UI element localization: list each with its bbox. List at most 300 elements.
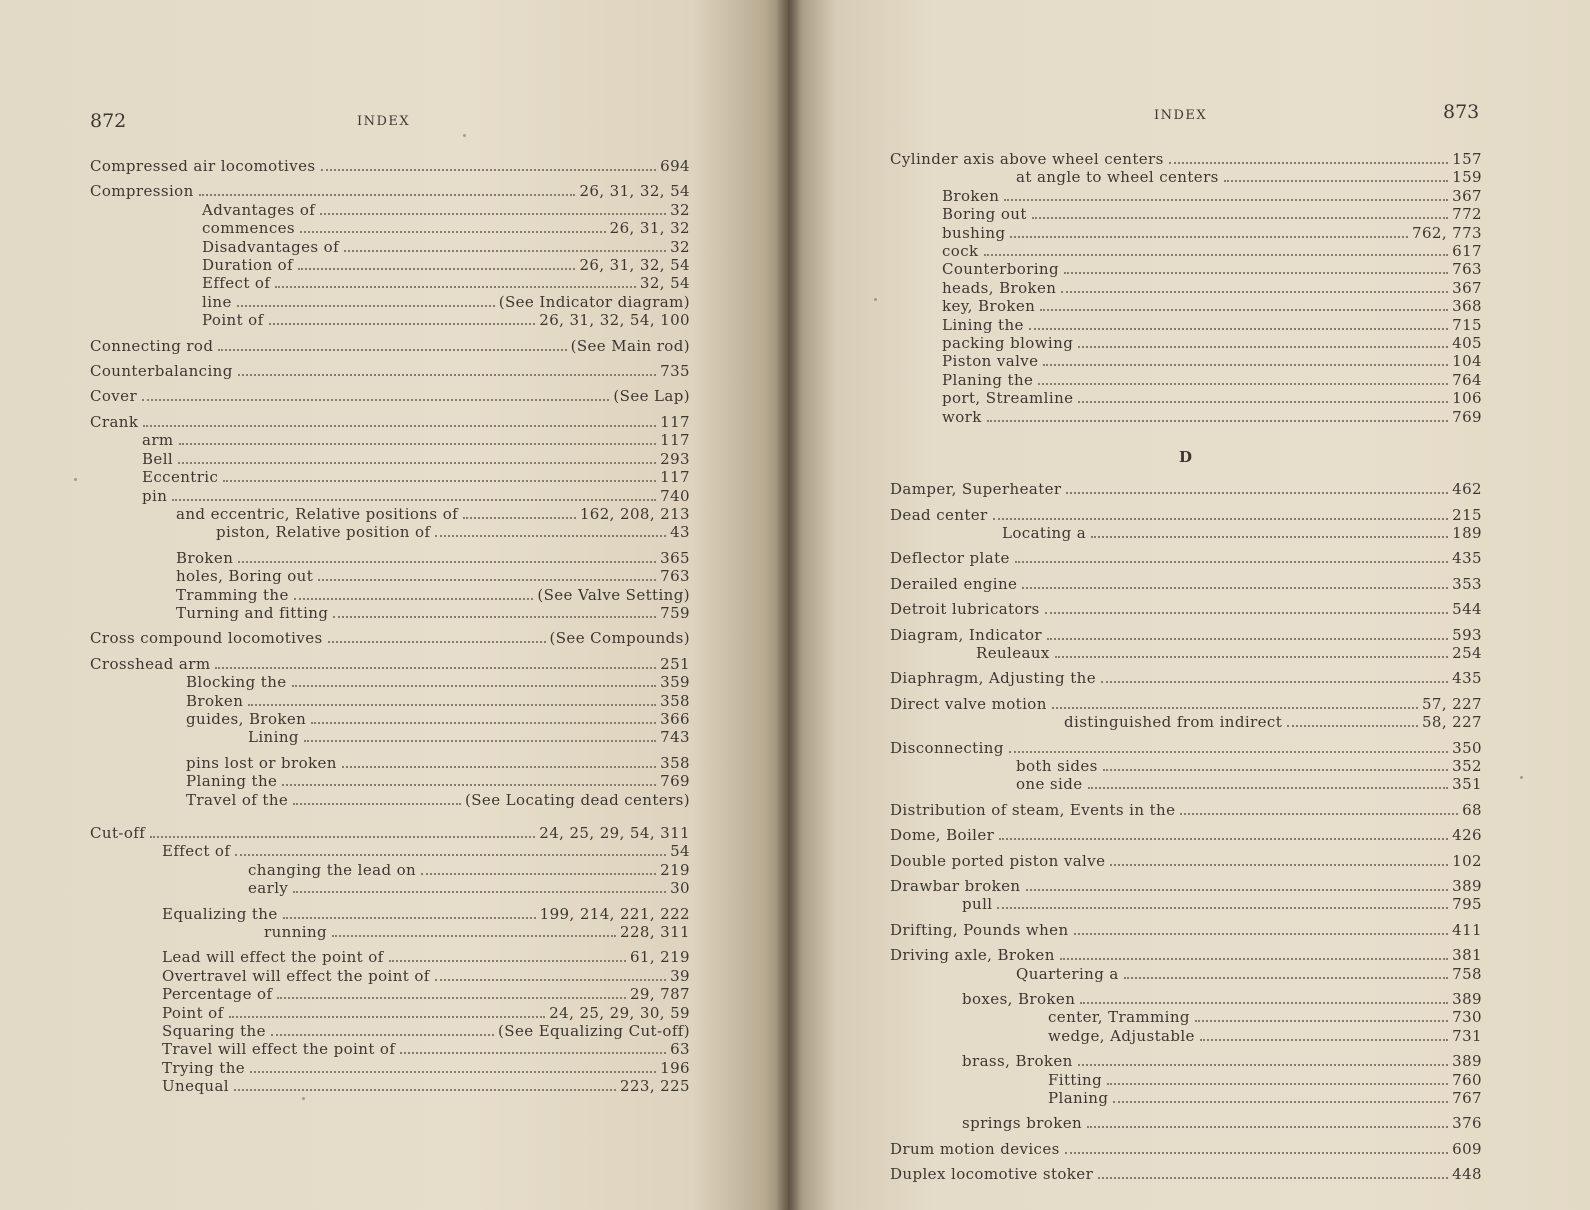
entry-pages: 117 xyxy=(660,412,690,431)
dot-leader xyxy=(1055,644,1448,658)
entry-pages: 117 xyxy=(660,468,690,487)
index-entry xyxy=(90,1059,690,1077)
entry-pages: 43 xyxy=(670,523,690,542)
entry-label: Drawbar broken xyxy=(890,877,1021,895)
running-head: INDEX xyxy=(357,114,411,129)
entry-pages: 58, 227 xyxy=(1421,713,1482,732)
entry-pages: 24, 25, 29, 54, 311 xyxy=(539,824,690,842)
entry-label: Quartering a xyxy=(1016,964,1119,983)
entry-pages: 376 xyxy=(1452,1114,1482,1133)
entry-label: both sides xyxy=(1016,756,1098,775)
index-entry xyxy=(890,205,1482,223)
entries-c-group xyxy=(890,150,1482,426)
dot-leader xyxy=(179,431,657,445)
dot-leader xyxy=(300,219,606,233)
entry-label: and eccentric, Relative positions of xyxy=(176,504,459,523)
index-entry xyxy=(90,256,690,274)
dot-leader xyxy=(344,238,666,252)
index-entry xyxy=(890,352,1482,370)
entry-pages: (See Compounds) xyxy=(549,629,690,648)
entry-pages: 54 xyxy=(670,842,690,861)
entry-label: Distribution of steam, Events in the xyxy=(890,800,1176,819)
left-page xyxy=(0,0,788,1210)
page-speck xyxy=(302,1097,305,1100)
entry-pages: 367 xyxy=(1452,186,1482,205)
entry-pages: 389 xyxy=(1452,877,1482,895)
running-head: INDEX xyxy=(1154,108,1208,123)
entry-pages: 351 xyxy=(1452,775,1482,794)
entry-pages: 435 xyxy=(1452,669,1482,688)
entry-label: work xyxy=(942,407,982,426)
entry-pages: 762, 773 xyxy=(1412,223,1482,242)
entry-label: Trying the xyxy=(162,1058,246,1077)
entry-label: Overtravel will effect the point of xyxy=(162,966,430,985)
entry-label: pull xyxy=(962,895,993,914)
index-entry xyxy=(890,1089,1482,1107)
entry-pages: 32 xyxy=(670,200,690,219)
dot-leader xyxy=(1107,1071,1448,1085)
entry-pages: 462 xyxy=(1452,480,1482,499)
entry-label: Connecting rod xyxy=(90,336,214,355)
index-entry xyxy=(90,967,690,985)
dot-leader xyxy=(1065,1140,1448,1154)
index-entry xyxy=(890,524,1482,542)
entry-label: Percentage of xyxy=(162,985,273,1004)
dot-leader xyxy=(1103,757,1448,771)
index-entry xyxy=(890,1165,1482,1183)
entry-label: Dead center xyxy=(890,505,988,524)
index-entry xyxy=(90,201,690,219)
dot-leader xyxy=(999,826,1448,840)
dot-leader xyxy=(320,201,666,215)
entry-label: Unequal xyxy=(162,1077,229,1096)
entry-label: Double ported piston valve xyxy=(890,851,1106,870)
index-entry xyxy=(90,413,690,431)
entry-pages: 358 xyxy=(660,753,690,772)
entry-pages: 694 xyxy=(660,157,690,175)
index-entry xyxy=(890,921,1482,939)
entry-pages: 763 xyxy=(1452,260,1482,279)
dot-leader xyxy=(435,967,666,981)
dot-leader xyxy=(321,157,657,171)
entry-label: pins lost or broken xyxy=(186,753,337,772)
index-entry xyxy=(90,293,690,311)
entry-pages: 405 xyxy=(1452,334,1482,353)
entry-label: center, Tramming xyxy=(1048,1008,1190,1027)
entry-pages: 764 xyxy=(1452,370,1482,389)
entry-pages: 350 xyxy=(1452,738,1482,757)
dot-leader xyxy=(142,387,609,401)
index-entry xyxy=(890,895,1482,913)
entry-label: Driving axle, Broken xyxy=(890,946,1055,965)
dot-leader xyxy=(293,879,666,893)
dot-leader xyxy=(229,1004,546,1018)
index-entry xyxy=(90,879,690,897)
dot-leader xyxy=(275,274,636,288)
index-entry xyxy=(890,1114,1482,1132)
index-entry xyxy=(890,600,1482,618)
entry-label: running xyxy=(264,923,328,942)
index-entry xyxy=(890,187,1482,205)
entry-pages: 68 xyxy=(1462,800,1482,819)
entry-label: Counterbalancing xyxy=(90,362,233,381)
dot-leader xyxy=(389,948,626,962)
index-entry xyxy=(90,567,690,585)
entry-label: Disadvantages of xyxy=(202,237,340,256)
entry-label: bushing xyxy=(942,223,1006,242)
entry-label: Equalizing the xyxy=(162,904,278,923)
dot-leader xyxy=(1091,524,1448,538)
dot-leader xyxy=(1038,371,1448,385)
index-entry xyxy=(90,431,690,449)
index-entry xyxy=(90,923,690,941)
index-entry xyxy=(90,861,690,879)
right-page xyxy=(788,0,1590,1210)
index-entry xyxy=(90,362,690,380)
dot-leader xyxy=(1066,480,1448,494)
index-entry xyxy=(90,791,690,809)
dot-leader xyxy=(1026,877,1449,891)
entry-label: Effect of xyxy=(202,274,271,293)
index-entry xyxy=(890,279,1482,297)
section-letter: D xyxy=(1178,448,1193,467)
entry-pages: 30 xyxy=(670,879,690,898)
dot-leader xyxy=(1113,1089,1448,1103)
entry-pages: (See Lap) xyxy=(613,387,690,406)
index-entry xyxy=(90,586,690,604)
entry-label: Broken xyxy=(186,691,244,710)
entry-label: Lining the xyxy=(942,315,1024,334)
entry-pages: 389 xyxy=(1452,990,1482,1009)
entry-pages: (See Valve Setting) xyxy=(537,585,690,604)
entry-label: Crank xyxy=(90,412,139,431)
index-entry xyxy=(890,297,1482,315)
entry-label: Locating a xyxy=(1002,523,1087,542)
index-entry xyxy=(90,948,690,966)
index-entry xyxy=(890,877,1482,895)
entry-pages: 617 xyxy=(1452,242,1482,261)
dot-leader xyxy=(304,728,656,742)
dot-leader xyxy=(1078,334,1448,348)
entry-pages: 359 xyxy=(660,673,690,692)
entry-pages: 26, 31, 32 xyxy=(609,219,690,238)
entry-label: packing blowing xyxy=(942,334,1074,353)
entry-pages: 26, 31, 32, 54, 100 xyxy=(539,311,690,330)
dot-leader xyxy=(328,629,546,643)
dot-leader xyxy=(282,772,656,786)
entry-label: Duration of xyxy=(202,256,294,275)
dot-leader xyxy=(1060,946,1448,960)
entry-pages: 293 xyxy=(660,449,690,468)
index-entry xyxy=(90,985,690,1003)
entry-pages: 26, 31, 32, 54 xyxy=(579,182,690,201)
entry-pages: 159 xyxy=(1452,168,1482,187)
index-entry xyxy=(90,337,690,355)
index-entry xyxy=(890,1052,1482,1070)
entry-label: Fitting xyxy=(1048,1070,1103,1089)
entry-label: pin xyxy=(142,486,168,505)
entry-pages: 358 xyxy=(660,691,690,710)
entry-label: Advantages of xyxy=(202,200,316,219)
dot-leader xyxy=(250,1059,656,1073)
index-entry xyxy=(90,238,690,256)
dot-leader xyxy=(1015,549,1448,563)
entry-pages: 758 xyxy=(1452,964,1482,983)
entry-pages: 199, 214, 221, 222 xyxy=(539,904,690,923)
index-entry xyxy=(90,692,690,710)
index-entry xyxy=(890,826,1482,844)
entry-label: wedge, Adjustable xyxy=(1048,1026,1195,1045)
dot-leader xyxy=(283,905,536,919)
index-entry xyxy=(890,506,1482,524)
entry-label: Crosshead arm xyxy=(90,654,211,673)
entry-label: Lead will effect the point of xyxy=(162,948,384,967)
index-entry xyxy=(890,775,1482,793)
entry-label: Drifting, Pounds when xyxy=(890,920,1069,939)
dot-leader xyxy=(294,586,534,600)
index-entry xyxy=(890,852,1482,870)
dot-leader xyxy=(1110,852,1448,866)
page-number: 872 xyxy=(90,110,127,132)
dot-leader xyxy=(984,242,1449,256)
dot-leader xyxy=(237,293,495,307)
dot-leader xyxy=(1040,297,1448,311)
entry-label: Derailed engine xyxy=(890,574,1018,593)
entry-label: Effect of xyxy=(162,842,231,861)
entry-pages: 772 xyxy=(1452,205,1482,224)
entry-label: guides, Broken xyxy=(186,709,307,728)
index-entry xyxy=(890,626,1482,644)
dot-leader xyxy=(435,523,666,537)
index-entry xyxy=(890,408,1482,426)
index-entry xyxy=(90,772,690,790)
entry-pages: 215 xyxy=(1452,505,1482,524)
dot-leader xyxy=(1195,1008,1448,1022)
dot-leader xyxy=(342,754,656,768)
entry-pages: 57, 227 xyxy=(1421,694,1482,713)
index-entry xyxy=(890,739,1482,757)
index-entry xyxy=(90,710,690,728)
entry-pages: 609 xyxy=(1452,1139,1482,1158)
entry-label: holes, Boring out xyxy=(176,567,314,586)
dot-leader xyxy=(318,567,656,581)
entry-pages: 593 xyxy=(1452,625,1482,644)
entry-label: Direct valve motion xyxy=(890,694,1047,713)
dot-leader xyxy=(238,362,656,376)
entry-label: springs broken xyxy=(962,1114,1083,1133)
dot-leader xyxy=(298,256,575,270)
entry-label: Deflector plate xyxy=(890,549,1010,568)
entry-pages: 104 xyxy=(1452,352,1482,371)
dot-leader xyxy=(1124,965,1448,979)
entry-label: Disconnecting xyxy=(890,738,1004,757)
dot-leader xyxy=(421,861,656,875)
entry-label: Travel of the xyxy=(186,790,289,809)
entry-pages: (See Equalizing Cut-off) xyxy=(498,1022,690,1041)
page-speck xyxy=(463,134,466,137)
dot-leader xyxy=(1052,695,1418,709)
dot-leader xyxy=(292,673,657,687)
entry-label: Boring out xyxy=(942,205,1027,224)
dot-leader xyxy=(248,692,656,706)
index-entry xyxy=(90,1022,690,1040)
index-entry xyxy=(90,311,690,329)
entry-pages: 759 xyxy=(660,603,690,622)
entry-label: Counterboring xyxy=(942,260,1059,279)
index-entry xyxy=(890,713,1482,731)
entry-label: Lining xyxy=(248,728,299,747)
entry-pages: 63 xyxy=(670,1040,690,1059)
entry-label: Travel will effect the point of xyxy=(162,1040,396,1059)
index-entry xyxy=(890,316,1482,334)
dot-leader xyxy=(1287,713,1418,727)
dot-leader xyxy=(1078,389,1448,403)
index-entry xyxy=(90,487,690,505)
entry-pages: 715 xyxy=(1452,315,1482,334)
entry-pages: 743 xyxy=(660,728,690,747)
entry-pages: 381 xyxy=(1452,946,1482,965)
page-number: 873 xyxy=(1443,101,1480,123)
dot-leader xyxy=(199,182,576,196)
index-entry xyxy=(90,1040,690,1058)
index-entry xyxy=(890,150,1482,168)
entry-label: Cylinder axis above wheel centers xyxy=(890,150,1164,168)
entry-pages: 389 xyxy=(1452,1052,1482,1071)
index-entry xyxy=(890,334,1482,352)
entry-label: Compressed air locomotives xyxy=(90,157,316,175)
entry-label: Turning and fitting xyxy=(176,603,329,622)
index-entry xyxy=(890,990,1482,1008)
dot-leader xyxy=(1101,669,1448,683)
entry-pages: 731 xyxy=(1452,1026,1482,1045)
entry-pages: 24, 25, 29, 30, 59 xyxy=(549,1003,690,1022)
index-entry xyxy=(90,629,690,647)
entry-label: line xyxy=(202,292,232,311)
entry-label: changing the lead on xyxy=(248,860,417,879)
page-speck xyxy=(1520,776,1523,779)
entry-label: Diagram, Indicator xyxy=(890,625,1042,644)
dot-leader xyxy=(1045,600,1449,614)
dot-leader xyxy=(1180,801,1458,815)
dot-leader xyxy=(1022,575,1448,589)
dot-leader xyxy=(1169,150,1448,164)
index-entry xyxy=(90,182,690,200)
dot-leader xyxy=(311,710,656,724)
index-entry xyxy=(890,575,1482,593)
index-entry xyxy=(90,842,690,860)
entry-label: Duplex locomotive stoker xyxy=(890,1165,1094,1184)
dot-leader xyxy=(1098,1165,1448,1179)
dot-leader xyxy=(1064,260,1448,274)
index-entry xyxy=(90,1077,690,1095)
entry-label: Planing the xyxy=(942,370,1034,389)
index-entry xyxy=(890,695,1482,713)
entry-label: Drum motion devices xyxy=(890,1139,1060,1158)
index-entry xyxy=(90,450,690,468)
book-gutter xyxy=(776,0,800,1210)
entry-pages: 735 xyxy=(660,362,690,381)
dot-leader xyxy=(1074,921,1449,935)
dot-leader xyxy=(143,413,656,427)
index-entry xyxy=(890,1008,1482,1026)
dot-leader xyxy=(271,1022,494,1036)
dot-leader xyxy=(172,487,656,501)
entry-pages: 219 xyxy=(660,860,690,879)
index-entry xyxy=(90,387,690,405)
dot-leader xyxy=(993,506,1449,520)
entry-pages: 32 xyxy=(670,237,690,256)
entry-label: Dome, Boiler xyxy=(890,826,995,845)
entry-pages: 29, 787 xyxy=(629,985,690,1004)
entry-pages: 365 xyxy=(660,548,690,567)
dot-leader xyxy=(1029,316,1448,330)
dot-leader xyxy=(1078,1052,1448,1066)
entry-label: Piston valve xyxy=(942,352,1039,371)
dot-leader xyxy=(293,791,461,805)
index-entry xyxy=(890,549,1482,567)
dot-leader xyxy=(215,655,656,669)
entry-label: Cut-off xyxy=(90,824,146,842)
dot-leader xyxy=(234,1077,616,1091)
entry-pages: 223, 225 xyxy=(620,1077,690,1096)
entry-pages: 106 xyxy=(1452,389,1482,408)
index-entry xyxy=(890,644,1482,662)
entry-label: brass, Broken xyxy=(962,1052,1073,1071)
entry-label: key, Broken xyxy=(942,297,1036,316)
index-entry xyxy=(890,389,1482,407)
index-entry xyxy=(890,1027,1482,1045)
entry-pages: 26, 31, 32, 54 xyxy=(579,256,690,275)
entry-label: Diaphragm, Adjusting the xyxy=(890,669,1096,688)
entry-pages: 426 xyxy=(1452,826,1482,845)
dot-leader xyxy=(400,1040,666,1054)
index-entry xyxy=(890,168,1482,186)
index-entry xyxy=(90,728,690,746)
dot-leader xyxy=(150,824,535,838)
entry-label: Planing the xyxy=(186,772,278,791)
index-entry xyxy=(890,260,1482,278)
entry-pages: 254 xyxy=(1452,643,1482,662)
dot-leader xyxy=(269,311,536,325)
index-entry xyxy=(90,157,690,175)
entry-label: at angle to wheel centers xyxy=(1016,168,1219,187)
entry-pages: 117 xyxy=(660,431,690,450)
index-entry xyxy=(90,219,690,237)
entry-label: commences xyxy=(202,219,295,238)
entry-label: arm xyxy=(142,431,174,450)
entry-label: Reuleaux xyxy=(976,643,1050,662)
entry-label: Damper, Superheater xyxy=(890,480,1062,499)
entry-label: early xyxy=(248,879,289,898)
dot-leader xyxy=(1087,1114,1448,1128)
index-entry xyxy=(90,905,690,923)
entry-label: Cross compound locomotives xyxy=(90,629,323,648)
entry-pages: 352 xyxy=(1452,756,1482,775)
index-entry xyxy=(890,965,1482,983)
entry-pages: 32, 54 xyxy=(639,274,690,293)
dot-leader xyxy=(1032,205,1448,219)
dot-leader xyxy=(987,408,1448,422)
entry-label: heads, Broken xyxy=(942,278,1057,297)
dot-leader xyxy=(1043,352,1448,366)
index-entry xyxy=(90,673,690,691)
entry-label: Compression xyxy=(90,182,194,201)
entry-pages: 544 xyxy=(1452,600,1482,619)
index-entry xyxy=(90,754,690,772)
entry-label: port, Streamline xyxy=(942,389,1074,408)
index-entry xyxy=(90,604,690,622)
dot-leader xyxy=(1004,187,1448,201)
